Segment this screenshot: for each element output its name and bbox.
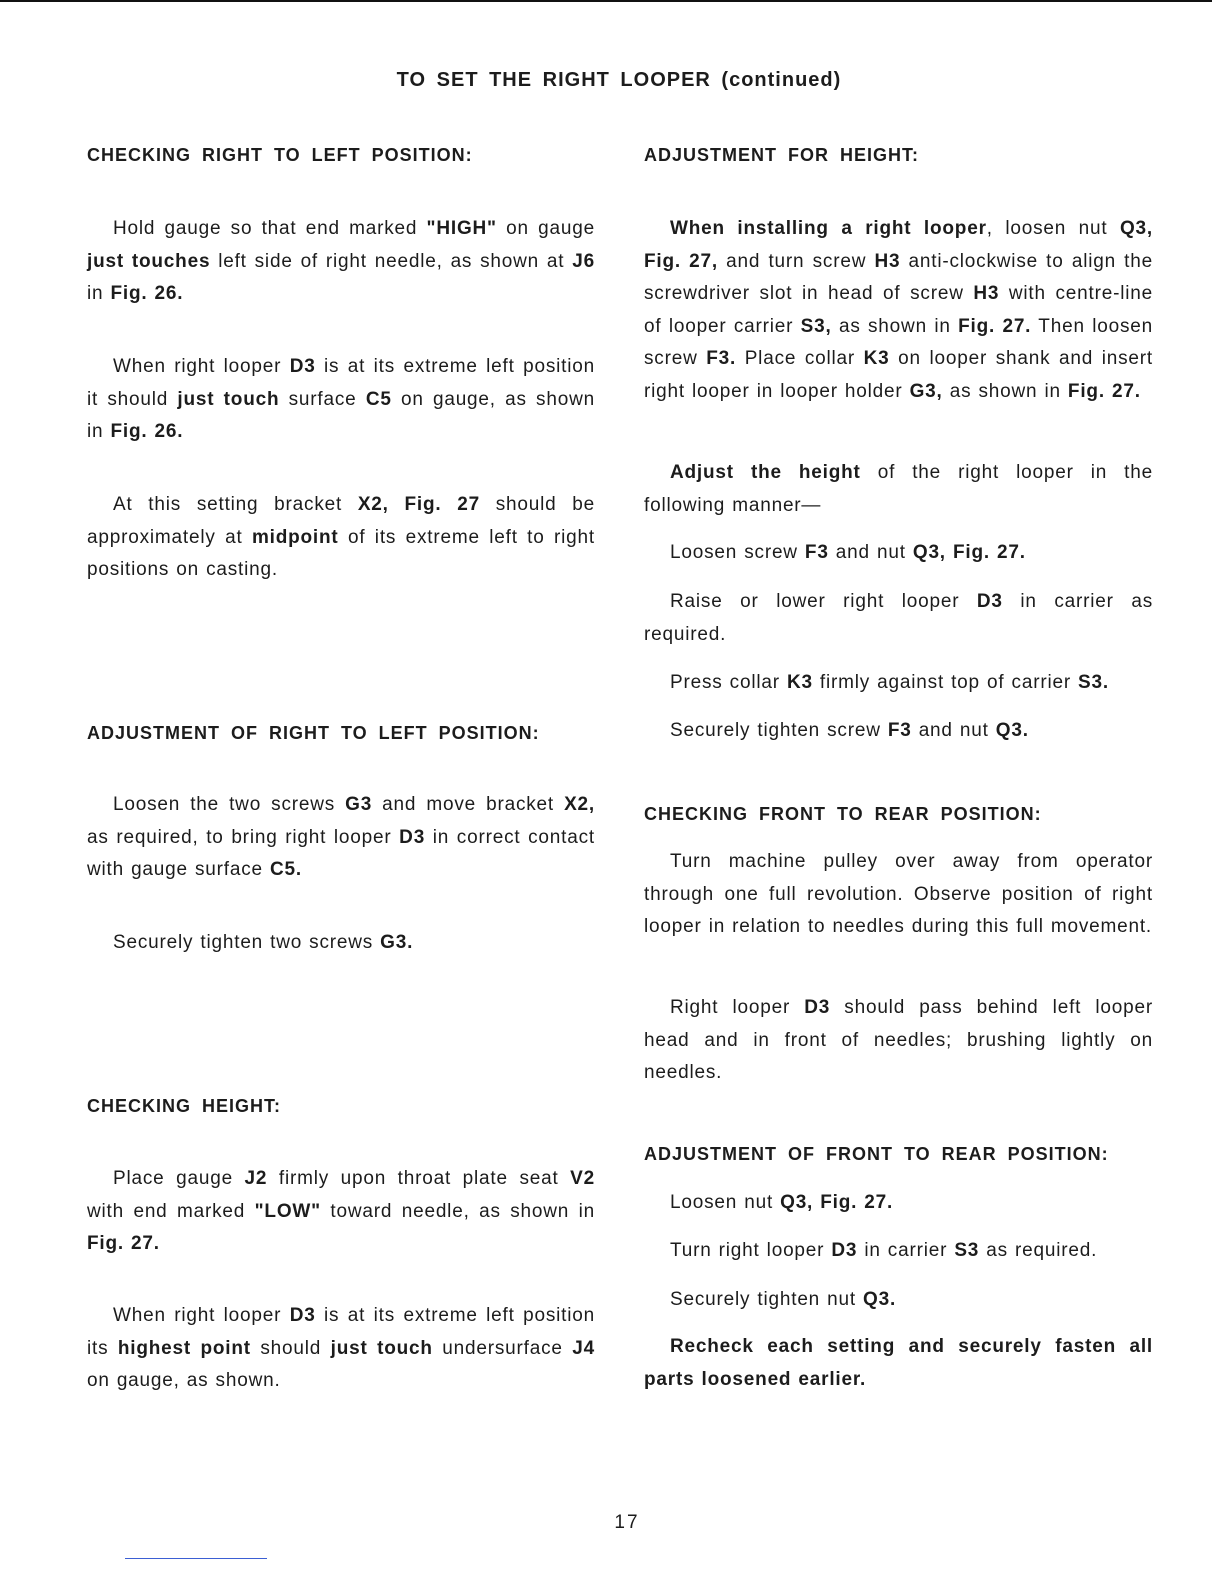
text-run: Securely tighten two screws [113, 932, 381, 953]
text-run: on gauge, as shown. [87, 1370, 281, 1391]
bold-term: C5 [365, 388, 392, 410]
text-run: of its extreme left to right positions on casting. [87, 526, 595, 580]
text-run: Turn right looper [670, 1240, 832, 1261]
bold-term: C5. [269, 859, 302, 880]
paragraph-recheck-settings [644, 1331, 1153, 1396]
text-run: in carrier as required. [644, 591, 1153, 645]
top-rule [0, 0, 1212, 2]
bold-term: V2 [570, 1168, 595, 1189]
text-run: as required, to bring right looper [87, 826, 400, 848]
bold-term: When installing a right looper [670, 218, 987, 239]
bold-term: K3 [786, 672, 813, 693]
text-run: is at its extreme left position it should [87, 356, 595, 410]
heading-adjustment-right-to-left: ADJUSTMENT OF RIGHT TO LEFT POSITION: [87, 723, 540, 743]
text-run: should [250, 1337, 331, 1359]
bold-term: D3 [289, 1305, 316, 1326]
text-run: and move bracket [372, 794, 565, 815]
text-run: Place collar [736, 348, 864, 369]
bold-term: D3 [976, 591, 1003, 612]
text-run: left side of right needle, as shown at [210, 250, 573, 272]
bold-term: G3, [909, 380, 943, 402]
text-run: Loosen nut [670, 1192, 781, 1213]
bold-term: just touches [87, 250, 211, 272]
bold-term: H3 [874, 250, 901, 272]
paragraph-tighten-nut [644, 1284, 1153, 1317]
bold-term: just touch [177, 388, 280, 410]
text-run: with centre-line of looper carrier [644, 283, 1153, 337]
paragraph-raise-lower-looper [644, 586, 1153, 651]
text-run: in [87, 283, 111, 304]
bold-term: X2, [564, 794, 595, 815]
paragraph-installing-right-looper [644, 213, 1153, 408]
bold-term: Fig. 26. [110, 421, 184, 442]
text-run: toward needle, as shown in [320, 1200, 595, 1222]
page-title: TO SET THE RIGHT LOOPER (continued) [396, 69, 842, 91]
bold-term: Q3. [995, 720, 1029, 741]
text-run: Place gauge [113, 1168, 245, 1189]
text-run: undersurface [432, 1337, 573, 1359]
text-run: and nut [828, 542, 913, 563]
heading-checking-right-to-left: CHECKING RIGHT TO LEFT POSITION: [87, 145, 473, 165]
bold-term: F3 [804, 542, 829, 563]
text-run: , loosen nut [986, 218, 1120, 239]
text-run: on gauge [496, 218, 595, 239]
text-run: Press collar [670, 672, 787, 693]
text-run: Right looper [670, 997, 805, 1018]
text-run: and turn screw [717, 250, 875, 272]
text-run: surface [279, 388, 366, 410]
bold-term: G3. [380, 932, 414, 953]
text-run: Turn machine pulley over away from operator through one full revolution. Observe position of right looper in relation to needles during this full movement. [644, 851, 1153, 937]
text-run: is at its extreme left position its [87, 1305, 595, 1359]
bold-term: H3 [973, 283, 1000, 304]
text-run: with end marked [87, 1200, 255, 1222]
bold-term: Fig. 27. [1067, 380, 1141, 402]
text-run: as shown in [831, 315, 959, 337]
bold-term: F3. [706, 348, 737, 369]
text-run: in carrier [857, 1240, 955, 1261]
bold-term: midpoint [251, 526, 339, 548]
paragraph-press-collar [644, 667, 1153, 700]
paragraph-hold-gauge [87, 213, 595, 311]
text-run: should be approximately at [87, 494, 596, 548]
bold-term: just touch [330, 1337, 433, 1359]
paragraph-tighten-screw-nut [644, 715, 1153, 748]
text-run: on looper shank and insert right looper in looper holder [644, 348, 1154, 402]
paragraph-highest-point [87, 1300, 595, 1398]
bold-term: "HIGH" [426, 218, 497, 239]
heading-adjustment-front-to-rear: ADJUSTMENT OF FRONT TO REAR POSITION: [644, 1144, 1109, 1164]
text-run: as shown in [942, 380, 1068, 402]
text-run: should pass behind left looper head and in front of needles; brushing lightly on needles. [644, 997, 1153, 1083]
bold-term: Fig. 26. [110, 283, 184, 304]
paragraph-place-gauge [87, 1163, 595, 1261]
page-number: 17 [614, 1512, 640, 1533]
heading-adjustment-for-height: ADJUSTMENT FOR HEIGHT: [644, 145, 919, 165]
text-run: of the right looper in the following manner— [644, 462, 1153, 516]
paragraph-tighten-two-screws [87, 927, 595, 960]
paragraph-bracket-midpoint [87, 489, 595, 587]
bold-term: Fig. 27. [958, 315, 1032, 337]
footer-rule [125, 1558, 267, 1559]
text-run: Loosen screw [670, 542, 805, 563]
bold-term: J4 [572, 1337, 595, 1359]
bold-term: D3 [831, 1240, 858, 1261]
bold-term: Recheck each setting and securely fasten all parts loosened earlier. [644, 1336, 1153, 1390]
text-run: firmly against top of carrier [812, 672, 1079, 693]
bold-term: J2 [244, 1168, 268, 1189]
text-run: Securely tighten nut [670, 1289, 864, 1310]
bold-term: Fig. 27. [87, 1233, 160, 1254]
paragraph-adjust-height [644, 457, 1153, 522]
bold-term: D3 [289, 356, 316, 377]
bold-term: Q3. [863, 1289, 897, 1310]
paragraph-pass-behind-looper [644, 992, 1153, 1090]
heading-checking-front-to-rear: CHECKING FRONT TO REAR POSITION: [644, 804, 1042, 824]
bold-term: Q3, Fig. 27, [644, 218, 1153, 272]
bold-term: D3 [399, 826, 426, 848]
text-run: in correct contact with gauge surface [87, 826, 595, 880]
text-run: anti-clockwise to align the screwdriver slot in head of screw [644, 250, 1153, 304]
paragraph-loosen-two-screws [87, 789, 595, 887]
text-run: as required. [979, 1240, 1098, 1261]
paragraph-turn-right-looper [644, 1235, 1153, 1268]
bold-term: Adjust the height [670, 462, 861, 483]
paragraph-extreme-left-position [87, 351, 595, 449]
text-run: and nut [911, 720, 996, 741]
text-run: Then loosen screw [644, 315, 1153, 369]
bold-term: Q3, Fig. 27. [912, 542, 1026, 563]
bold-term: J6 [572, 250, 595, 272]
bold-term: X2, Fig. 27 [357, 494, 480, 515]
paragraph-turn-machine-pulley [644, 846, 1153, 944]
text-run: Raise or lower right looper [670, 591, 977, 612]
bold-term: G3 [345, 794, 373, 815]
text-run: When right looper [113, 356, 290, 377]
bold-term: S3, [800, 315, 832, 337]
paragraph-loosen-nut [644, 1187, 1153, 1220]
text-run: firmly upon throat plate seat [267, 1168, 571, 1189]
bold-term: K3 [863, 348, 890, 369]
bold-term: S3. [1078, 672, 1109, 693]
bold-term: D3 [804, 997, 831, 1018]
bold-term: S3 [954, 1240, 980, 1261]
text-run: Hold gauge so that end marked [113, 218, 427, 239]
bold-term: F3 [887, 720, 912, 741]
bold-term: Q3, Fig. 27. [780, 1192, 894, 1213]
text-run: When right looper [113, 1305, 290, 1326]
paragraph-loosen-screw-nut [644, 537, 1153, 570]
heading-checking-height: CHECKING HEIGHT: [87, 1096, 282, 1116]
bold-term: highest point [117, 1337, 251, 1359]
text-run: At this setting bracket [113, 494, 358, 515]
text-run: Loosen the two screws [113, 794, 346, 815]
text-run: on gauge, as shown in [87, 388, 595, 442]
text-run: Securely tighten screw [670, 720, 888, 741]
bold-term: "LOW" [254, 1200, 321, 1222]
